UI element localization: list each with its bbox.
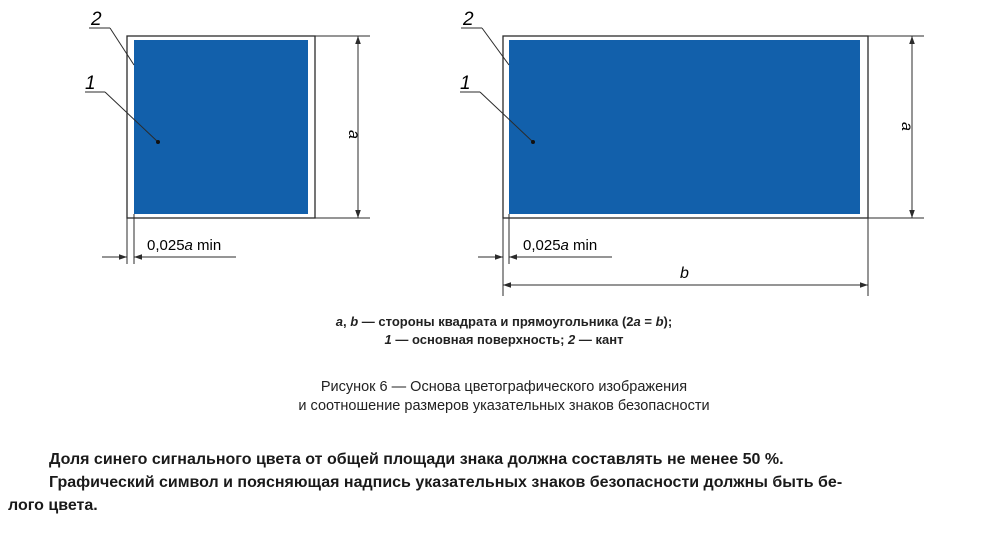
- legend-num-2: 2: [568, 332, 576, 347]
- rectangle-label-surface: 1: [460, 73, 471, 94]
- legend-line-2: [0, 331, 1008, 349]
- paragraph-2-line-2: лого цвета.: [8, 497, 98, 514]
- rectangle-blue-surface: [509, 40, 860, 214]
- square-dim-a-label: a: [345, 130, 362, 139]
- rectangle-edge-dim-label: 0,025a min: [523, 237, 598, 254]
- legend-var-b2: b: [655, 314, 664, 329]
- legend-border-text: — кант: [575, 332, 624, 347]
- square-label-border: 2: [91, 9, 102, 30]
- legend-surface-text: — основная поверхность;: [391, 332, 569, 347]
- rectangle-sign: [460, 9, 924, 296]
- rectangle-dim-a-label: a: [898, 122, 915, 131]
- figure-legend: [0, 313, 1008, 349]
- square-edge-dim-label: 0,025a min: [147, 237, 222, 254]
- legend-var-a2: a: [633, 314, 641, 329]
- rectangle-dim-b-label: b: [680, 265, 689, 282]
- legend-end: );: [663, 314, 673, 329]
- square-sign: [85, 9, 370, 264]
- legend-sides-text: — стороны квадрата и прямоугольника (2: [358, 314, 634, 329]
- rectangle-label-border: 2: [463, 9, 474, 30]
- caption-line-1: Рисунок 6 — Основа цветографического изображения: [320, 379, 688, 395]
- square-label-surface: 1: [85, 73, 96, 94]
- figure-caption: [0, 378, 1008, 416]
- body-text: [8, 448, 998, 517]
- legend-var-b: b: [350, 314, 359, 329]
- paragraph-1: Доля синего сигнального цвета от общей площади знака должна составлять не менее 50 %.: [49, 451, 784, 468]
- caption-line-2: и соотношение размеров указательных знаков безопасности: [298, 398, 710, 414]
- square-blue-surface: [134, 40, 308, 214]
- legend-sep: ,: [343, 314, 351, 329]
- legend-num-1: 1: [384, 332, 392, 347]
- paragraph-2-line-1: Графический символ и поясняющая надпись указательных знаков безопасности должны быть бе-: [49, 474, 843, 491]
- legend-eq: =: [640, 314, 656, 329]
- legend-line-1: [0, 313, 1008, 331]
- legend-var-a: a: [335, 314, 343, 329]
